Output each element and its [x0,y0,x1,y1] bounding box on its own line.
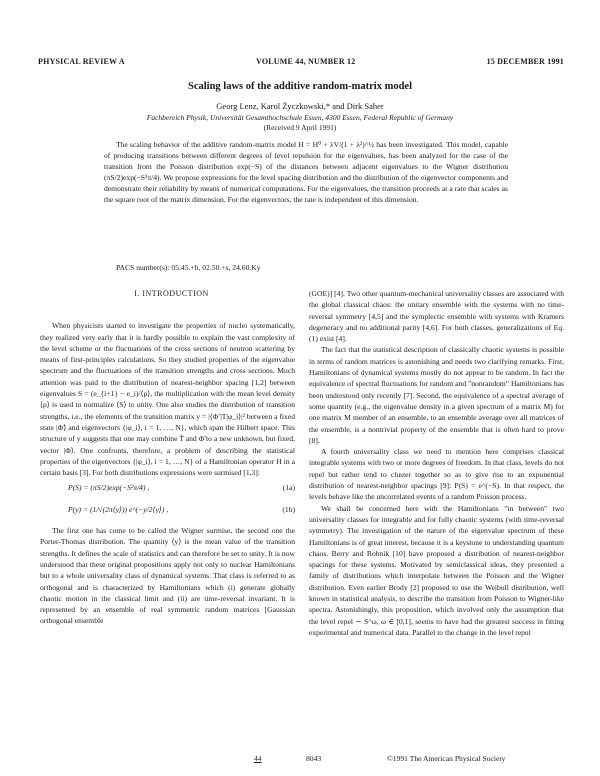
article-title: Scaling laws of the additive random-matrix model [188,81,412,92]
intro-paragraph-3: (GOE)] [4]. Two other quantum-mechanical universality classes are associated with the global classical chaos: the unitary ensemble with the systems with no time-reversal symmetry [4,5] and the symplectic ensemble with systems with Kramers degeneracy and no additional parity [4,6]. For both classes, generalizations of Eq. (1) exist [4]. [309,289,564,344]
intro-paragraph-4: The fact that the statistical description of classically chaotic systems is possible in terms of random matrices is astonishing and needs two clarifying remarks. First, Hamiltonians of dynamical systems mostly do not appear to be random. In fact the equivalence of spectral fluctuations for random and "nonrandom" Hamiltonians has been understood only recently [7]. Second, the equivalence of a spectral average of some quantity (e.g., the eigenvalue density in a given spectrum of a matrix M) for one matrix M member of an ensemble, to an ensemble average over all matrices of the ensemble, is a nontrivial property of the ensemble that is often hard to prove [8]. [309,345,564,445]
equation-1a [40,482,295,493]
received-date: (Received 9 April 1991) [263,123,337,132]
issue-date: 15 DECEMBER 1991 [486,57,564,66]
intro-paragraph-5: A fourth universality class we need to mention here comprises classical integrable systems with two or more degrees of freedom. In that class, levels do not repel but rather tend to cluster together so as to give rise to an exponential distribution of nearest-neighbor spacings [9]: P(S) = e^(−S). In that respect, the levels behave like the uncorrelated events of a random Poisson process. [309,447,564,502]
left-column [40,288,295,627]
running-head [38,57,564,66]
intro-paragraph-6: We shall be concerned here with the Hamiltonians "in between" two universality classes for integrable and for fully chaotic systems (with time-reversal symmetry). The investigation of the nature of the eigenvalue spectrum of these Hamiltonians is of great interest, because it is a keystone to understanding quantum chaos. Berry and Robnik [10] have proposed a distribution of nearest-neighbor spacings for these systems. Motivated by semiclassical ideas, they presented a family of distributions which interpolate between the Poisson and the Wigner distribution. Even earlier Brody [2] proposed to use the Weibull distribution, well known in statistical analysis, to describe the transition from Poisson to Wigner-like spectra. Astonishingly, this proposition, which involved only the assumption that the level repel ∼ S^ω, ω ∈ [0,1], seems to have had the greatest success in fitting experimental and numerical data. Parallel to the change in the level repul [309,503,564,637]
page-number: 8043 [306,754,322,763]
journal-name: PHYSICAL REVIEW A [38,57,125,66]
equation-1b [40,504,295,515]
section-heading: I. INTRODUCTION [134,289,209,298]
equation-1a-expression: P(S) = (πS/2)exp(−S²π/4) , [68,483,150,493]
right-column [309,288,564,638]
abstract: The scaling behavior of the additive random-matrix model H = H⁰ + λV/(1 + λ²)^½ has been investigated. This model, capable of producing transitions between different degrees of level repulsion for the eigenvalues, has been analyzed for the case of the transition from the Poisson distribution exp(−S) of the distances between adjacent eigenvalues to the Wigner distribution (πS/2)exp(−S²π/4). We propose expressions for the level spacing distribution and the distribution of the eigenvector components and demonstrate their reliability by means of numerical computations. For the eigenvalues, the transition proceeds at a rate that scales as the square root of the matrix dimension. For the eigenvectors, the rate is independent of this dimension. [104,140,508,205]
intro-paragraph-2: The first one has come to be called the Wigner surmise, the second one the Porter-Thomas distribution. The quantity ⟨y⟩ is the mean value of the transition strengths. It defines the scale of statistics and can therefore be set to unity. It is now understood that these original propositions apply not only to nuclear Hamiltonians but to a whole universality class of dynamical systems. That class is referred to as orthogonal and is characterized by Hamiltonians which (i) generate globally chaotic motion in the classical limit and (ii) are time-reversal invariant. It is represented by an ensemble of real symmetric random matrices [Gaussian orthogonal ensemble [40,526,295,626]
intro-paragraph-1: When physicists started to investigate the properties of nuclei systematically, they realized very early that it is hardly possible to explain the vast complexity of the level scheme or the fluctuations of the cross sections of neutron scattering by means of first-principles calculations. So they studied properties of the eigenvalue spectrum and the fluctuations of the transition strengths and cross sections. Much attention was paid to the distribution of nearest-neighbor spacing [1,2] between eigenvalues S = (e_{i+1} − e_i)/⟨ρ⟩, the multiplication with the mean level density ⟨ρ⟩ is used to normalize ⟨S⟩ to unity. One also studies the distribution of transition strengths, i.e., the elements of the transition matrix y = |⟨Φ̃ |T|φ_i⟩|² between a fixed state |Φ̃⟩ and eigenvectors {|φ_i⟩, i = 1, …, N}, which span the Hilbert space. This structure of y suggests that one may combine T̃ and Φ̃ to a new unknown, but fixed, vector |Φ⟩. One confronts, therefore, a problem of describing the statistical properties of the eigenvectors {|φ_i⟩, i = 1, …, N} of a Hamiltonian operator H in a certain basis [3]. For both distributions expressions were surmised [1,3]: [40,321,295,478]
equation-1a-number: (1a) [282,483,295,493]
author-affiliation: Fachbereich Physik, Universität Gesamthochschule Essen, 4300 Essen, Federal Republic of Germany [146,113,454,122]
author-list: Georg Lenz, Karol Życzkowski,* and Dirk Saher [216,101,384,111]
equation-1b-number: (1b) [282,504,295,514]
copyright-notice: ©1991 The American Physical Society [387,754,506,763]
volume-folio: 44 [254,754,262,763]
volume-number: VOLUME 44, NUMBER 12 [256,57,356,66]
equation-1b-expression: P(y) = (1/√(2π⟨y⟩)) e^(−y/2⟨y⟩) , [68,504,169,514]
pacs-numbers: PACS number(s): 05.45.+b, 02.50.+s, 24.60.Ky [116,263,261,272]
